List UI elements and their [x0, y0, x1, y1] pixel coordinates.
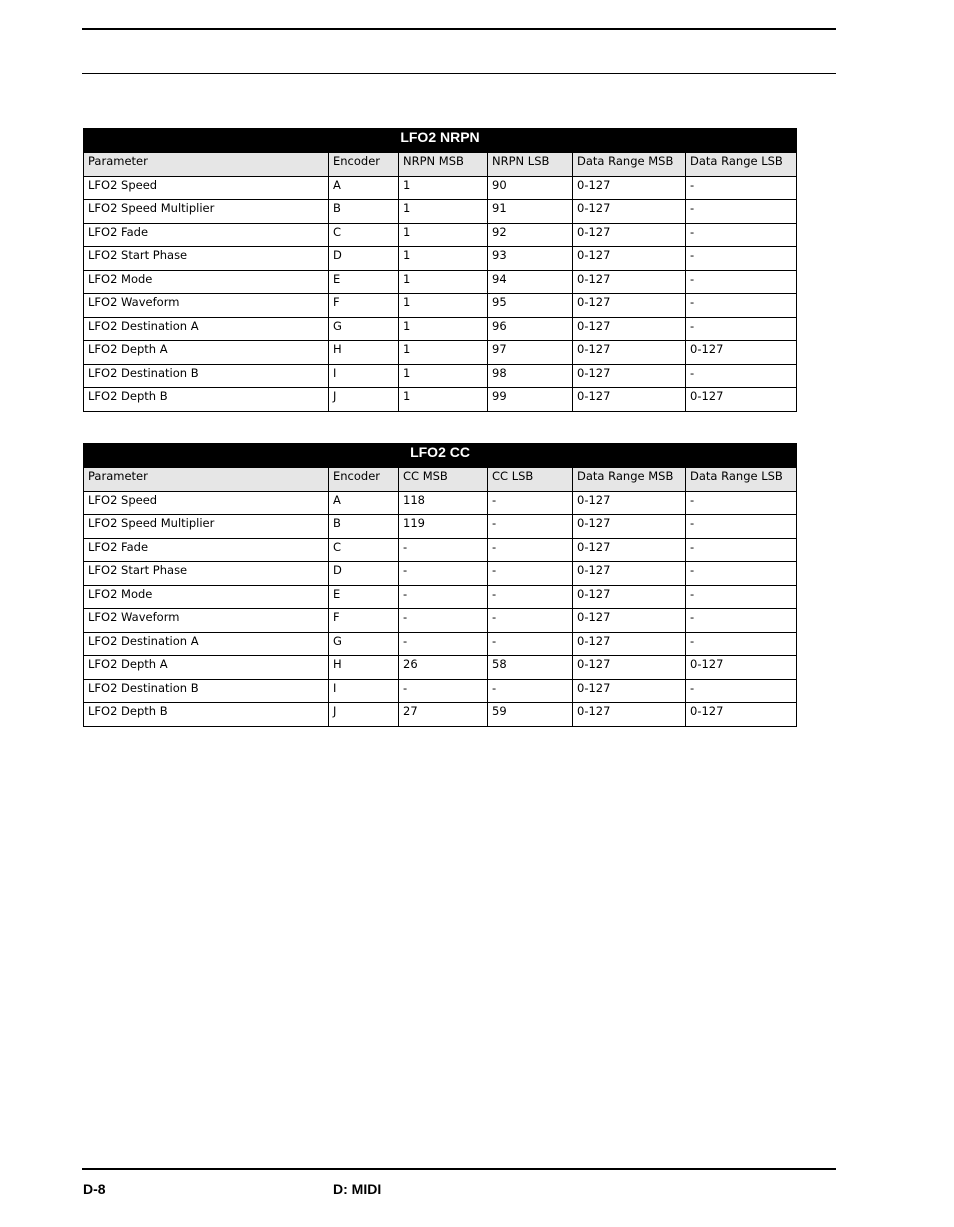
table-cell: 1 — [399, 294, 488, 318]
table-cell: LFO2 Waveform — [84, 294, 329, 318]
table-cell: 0-127 — [686, 388, 797, 412]
table-cell: G — [329, 317, 399, 341]
table-cell: - — [686, 632, 797, 656]
table-cell: 1 — [399, 247, 488, 271]
table-cell: D — [329, 247, 399, 271]
table-cell: 27 — [399, 703, 488, 727]
table-cell: 0-127 — [573, 656, 686, 680]
column-header: Data Range LSB — [686, 468, 797, 492]
table-cell: LFO2 Fade — [84, 538, 329, 562]
table-cell: 0-127 — [573, 388, 686, 412]
table-row — [84, 388, 797, 412]
table-cell: 0-127 — [573, 176, 686, 200]
table-cell: - — [399, 679, 488, 703]
table-cell: E — [329, 270, 399, 294]
column-header: NRPN MSB — [399, 153, 488, 177]
table-cell: 0-127 — [573, 247, 686, 271]
table-cell: 99 — [488, 388, 573, 412]
table-cell: 118 — [399, 491, 488, 515]
table-cell: F — [329, 609, 399, 633]
table-cell: B — [329, 200, 399, 224]
table-cell: H — [329, 656, 399, 680]
table-cell: LFO2 Start Phase — [84, 247, 329, 271]
table-cell: LFO2 Depth B — [84, 388, 329, 412]
table-cell: 94 — [488, 270, 573, 294]
table-cell: J — [329, 388, 399, 412]
table-cell: - — [686, 270, 797, 294]
column-header: Data Range MSB — [573, 468, 686, 492]
table-cell: 91 — [488, 200, 573, 224]
table-cell: LFO2 Destination A — [84, 632, 329, 656]
table-cell: LFO2 Mode — [84, 270, 329, 294]
table-cell: 97 — [488, 341, 573, 365]
table-cell: - — [686, 538, 797, 562]
table-cell: E — [329, 585, 399, 609]
table-cell: - — [488, 609, 573, 633]
table-cell: J — [329, 703, 399, 727]
table-cell: 90 — [488, 176, 573, 200]
table-cell: A — [329, 176, 399, 200]
table-cell: LFO2 Depth A — [84, 341, 329, 365]
table-cell: 1 — [399, 364, 488, 388]
table-cell: - — [488, 515, 573, 539]
table-cell: I — [329, 679, 399, 703]
table-cell: - — [488, 585, 573, 609]
table-row — [84, 270, 797, 294]
table-cell: - — [686, 176, 797, 200]
table-cell: LFO2 Fade — [84, 223, 329, 247]
table-cell: 0-127 — [573, 679, 686, 703]
table-row — [84, 632, 797, 656]
table-cell: 0-127 — [686, 703, 797, 727]
table-cell: 1 — [399, 200, 488, 224]
table-row — [84, 364, 797, 388]
table-cell: 0-127 — [573, 200, 686, 224]
table-cell: - — [686, 294, 797, 318]
table-cell: - — [399, 538, 488, 562]
table-cell: 95 — [488, 294, 573, 318]
table-cell: - — [686, 317, 797, 341]
table-cell: 0-127 — [573, 585, 686, 609]
table-cell: - — [686, 364, 797, 388]
column-header: CC LSB — [488, 468, 573, 492]
table-cell: 0-127 — [573, 491, 686, 515]
lfo2-nrpn-table — [83, 128, 797, 412]
table-cell: - — [686, 515, 797, 539]
table-cell: - — [399, 562, 488, 586]
table-title: LFO2 CC — [84, 444, 797, 468]
table-cell: 0-127 — [573, 270, 686, 294]
table-cell: - — [488, 562, 573, 586]
table-cell: - — [686, 585, 797, 609]
table-cell: 1 — [399, 176, 488, 200]
header-row — [84, 153, 797, 177]
table-cell: 0-127 — [573, 364, 686, 388]
section-title: D: MIDI — [333, 1181, 382, 1197]
table-cell: 0-127 — [686, 341, 797, 365]
table-cell: 1 — [399, 270, 488, 294]
table-row — [84, 294, 797, 318]
table-cell: 119 — [399, 515, 488, 539]
table-cell: LFO2 Destination B — [84, 364, 329, 388]
table-cell: G — [329, 632, 399, 656]
table-cell: A — [329, 491, 399, 515]
table-cell: 0-127 — [573, 538, 686, 562]
table-body — [84, 153, 797, 412]
table-cell: LFO2 Destination A — [84, 317, 329, 341]
column-header: Data Range MSB — [573, 153, 686, 177]
table-cell: 96 — [488, 317, 573, 341]
table-cell: - — [488, 538, 573, 562]
table-cell: 1 — [399, 341, 488, 365]
table-cell: LFO2 Start Phase — [84, 562, 329, 586]
table-cell: D — [329, 562, 399, 586]
table-cell: 0-127 — [686, 656, 797, 680]
table-cell: 26 — [399, 656, 488, 680]
column-header: Parameter — [84, 468, 329, 492]
table-row — [84, 317, 797, 341]
column-header: Encoder — [329, 468, 399, 492]
table-cell: - — [686, 562, 797, 586]
table-cell: 0-127 — [573, 223, 686, 247]
table-row — [84, 200, 797, 224]
table-row — [84, 176, 797, 200]
table-cell: F — [329, 294, 399, 318]
table-cell: 1 — [399, 388, 488, 412]
table-cell: LFO2 Speed Multiplier — [84, 200, 329, 224]
table-cell: B — [329, 515, 399, 539]
table-cell: - — [399, 585, 488, 609]
table-cell: - — [399, 609, 488, 633]
table-row — [84, 491, 797, 515]
table-cell: 58 — [488, 656, 573, 680]
table-title: LFO2 NRPN — [84, 129, 797, 153]
header-row — [84, 468, 797, 492]
table-row — [84, 679, 797, 703]
table-cell: - — [488, 679, 573, 703]
table-cell: 0-127 — [573, 515, 686, 539]
table-cell: 0-127 — [573, 317, 686, 341]
column-header: Encoder — [329, 153, 399, 177]
table-cell: C — [329, 223, 399, 247]
table-cell: 0-127 — [573, 341, 686, 365]
table-cell: - — [686, 491, 797, 515]
table-row — [84, 562, 797, 586]
table-cell: 0-127 — [573, 703, 686, 727]
table-cell: LFO2 Depth A — [84, 656, 329, 680]
column-header: CC MSB — [399, 468, 488, 492]
table-cell: LFO2 Waveform — [84, 609, 329, 633]
table-body — [84, 468, 797, 727]
table-cell: 0-127 — [573, 294, 686, 318]
table-cell: LFO2 Speed — [84, 176, 329, 200]
table-row — [84, 703, 797, 727]
table-cell: 92 — [488, 223, 573, 247]
lfo2-cc-table — [83, 443, 797, 727]
table-cell: 0-127 — [573, 562, 686, 586]
table-cell: - — [399, 632, 488, 656]
table-cell: H — [329, 341, 399, 365]
table-cell: - — [488, 632, 573, 656]
table-cell: LFO2 Speed — [84, 491, 329, 515]
page-number: D-8 — [83, 1181, 106, 1197]
table-row — [84, 538, 797, 562]
table-cell: 59 — [488, 703, 573, 727]
table-cell: - — [686, 200, 797, 224]
table-cell: 0-127 — [573, 632, 686, 656]
table-cell: I — [329, 364, 399, 388]
table-cell: 1 — [399, 223, 488, 247]
table-cell: 1 — [399, 317, 488, 341]
table-row — [84, 585, 797, 609]
header-rule-top — [82, 28, 836, 30]
table-cell: - — [686, 609, 797, 633]
table-row — [84, 247, 797, 271]
table-row — [84, 341, 797, 365]
table-cell: - — [686, 679, 797, 703]
footer-rule — [82, 1168, 836, 1170]
column-header: Data Range LSB — [686, 153, 797, 177]
table-cell: - — [686, 247, 797, 271]
table-row — [84, 609, 797, 633]
column-header: NRPN LSB — [488, 153, 573, 177]
table-row — [84, 656, 797, 680]
table-cell: LFO2 Speed Multiplier — [84, 515, 329, 539]
column-header: Parameter — [84, 153, 329, 177]
header-rule-bottom — [82, 73, 836, 74]
table-cell: 98 — [488, 364, 573, 388]
table-cell: C — [329, 538, 399, 562]
table-cell: LFO2 Mode — [84, 585, 329, 609]
table-cell: 93 — [488, 247, 573, 271]
table-cell: - — [686, 223, 797, 247]
table-cell: LFO2 Destination B — [84, 679, 329, 703]
table-cell: 0-127 — [573, 609, 686, 633]
table-cell: LFO2 Depth B — [84, 703, 329, 727]
table-cell: - — [488, 491, 573, 515]
table-row — [84, 223, 797, 247]
table-row — [84, 515, 797, 539]
